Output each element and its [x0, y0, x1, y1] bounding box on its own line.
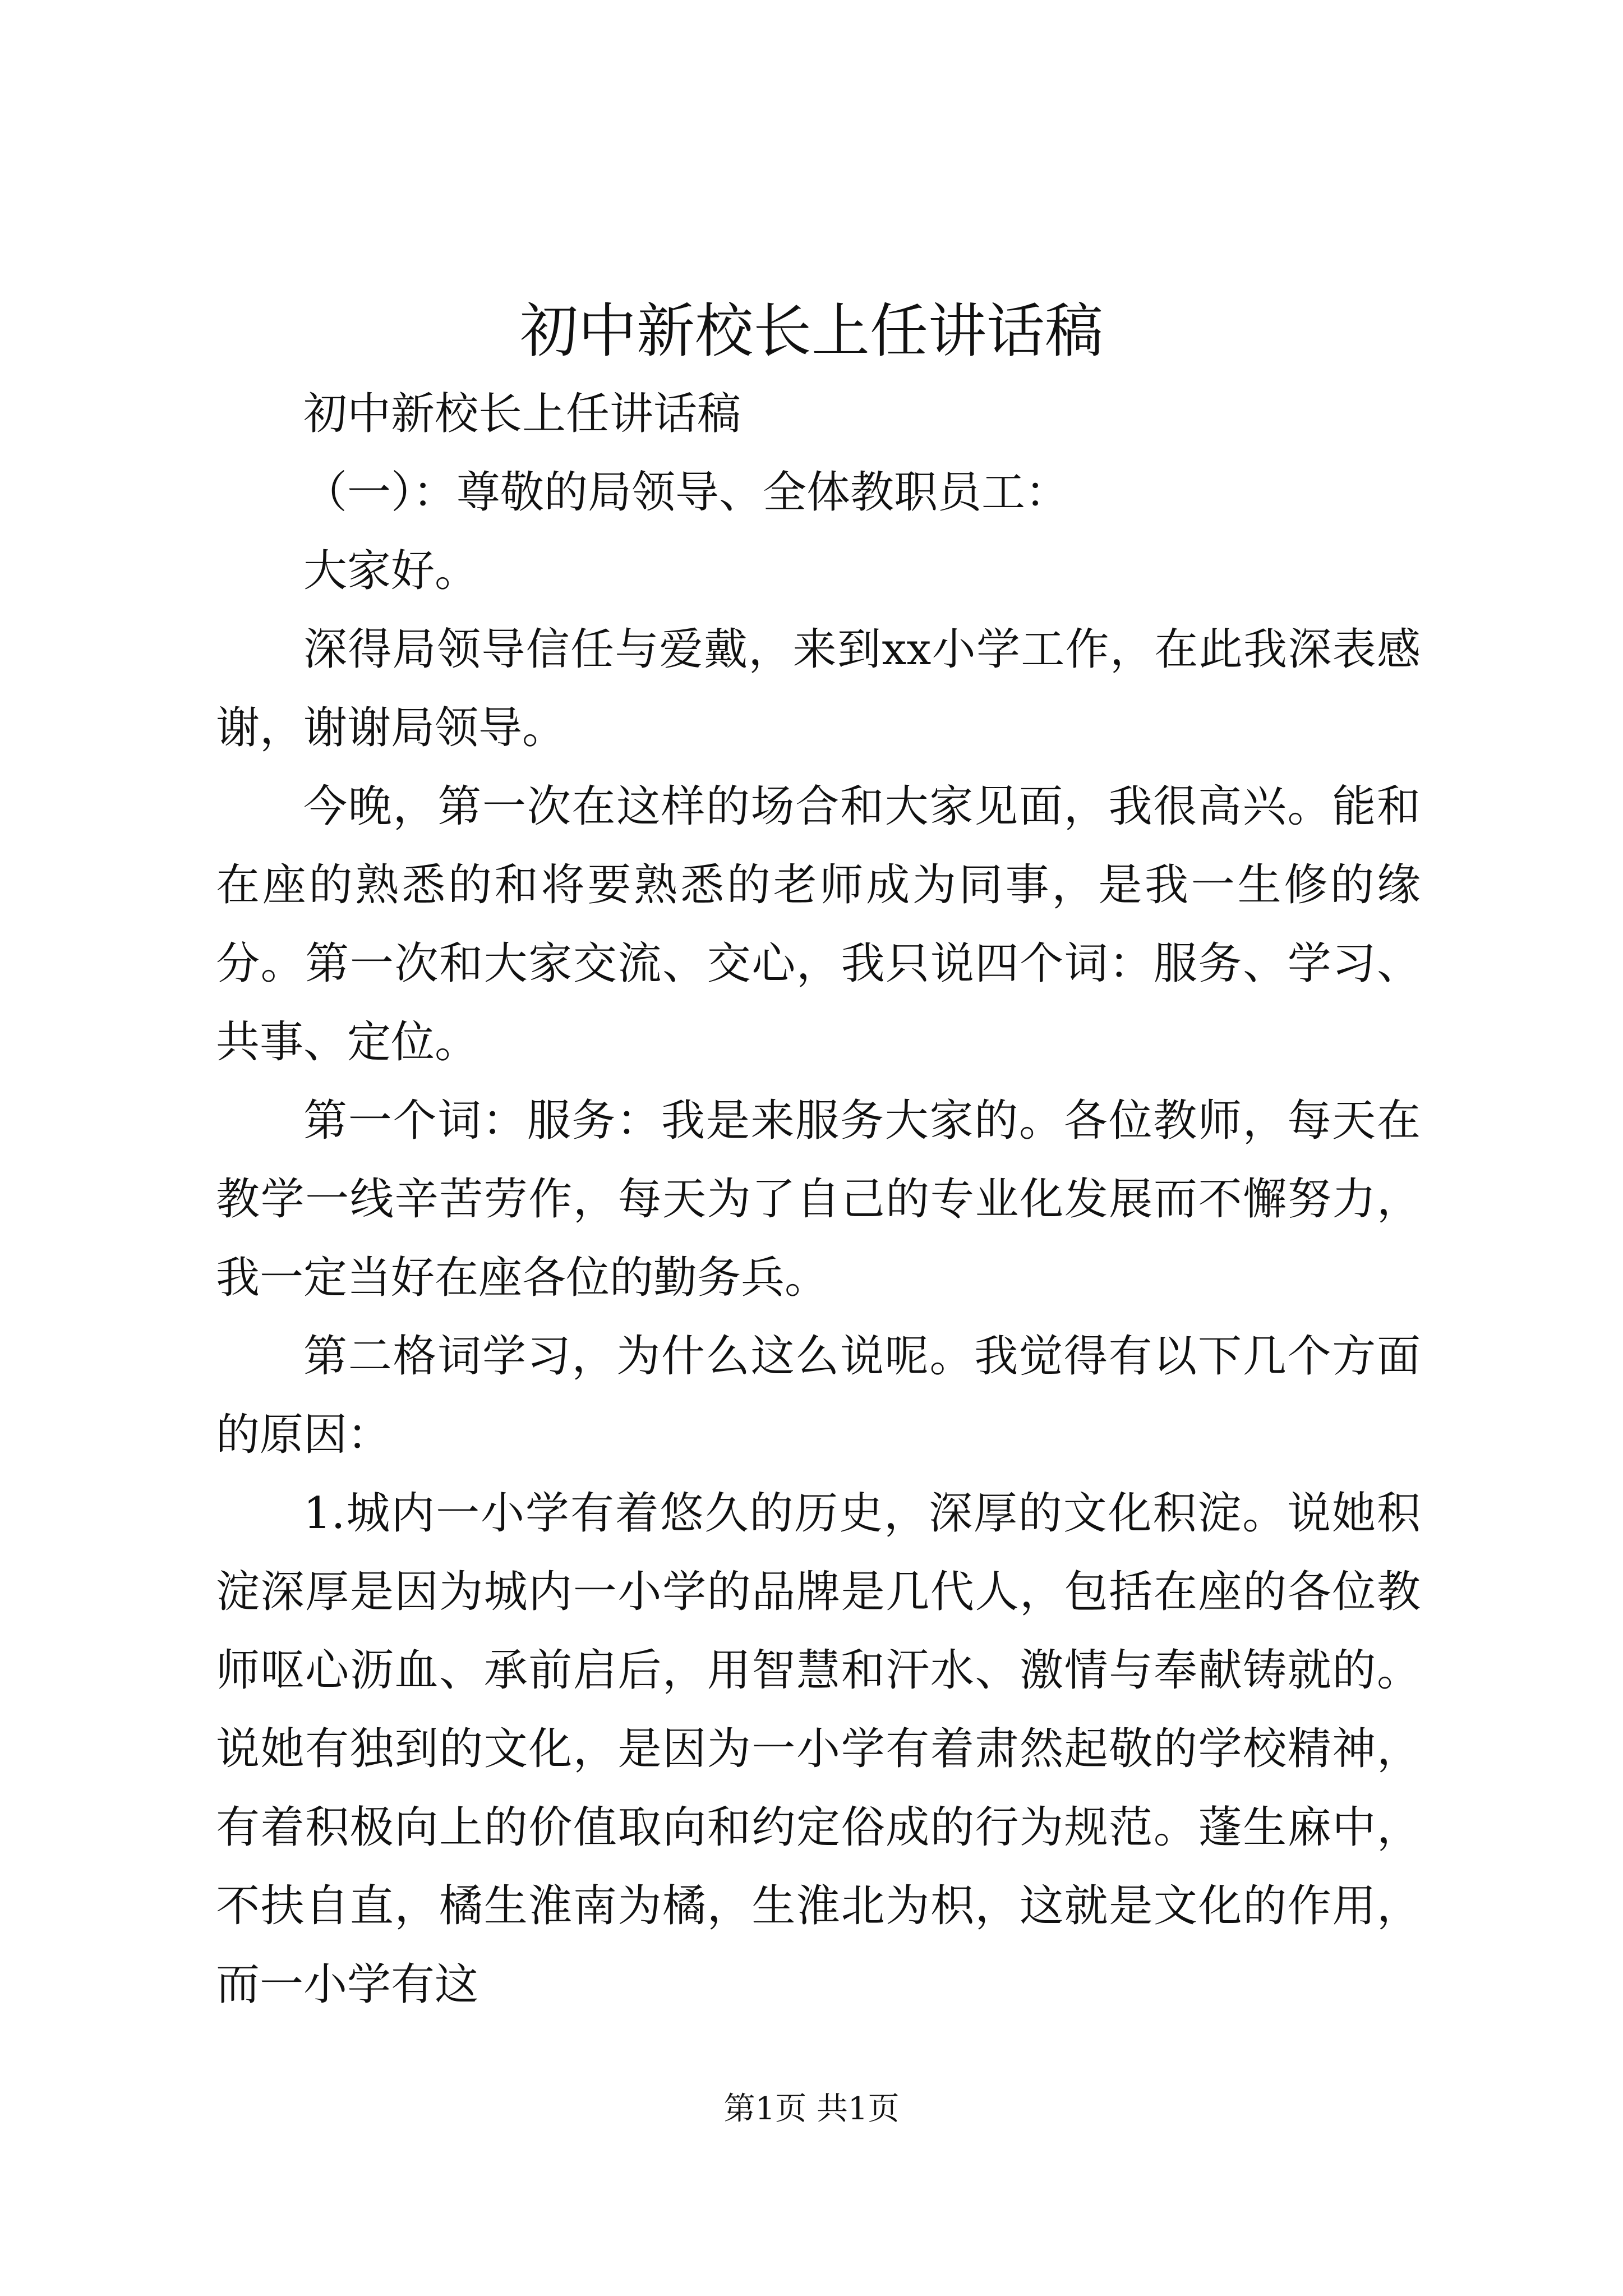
paragraph: 第二格词学习，为什么这么说呢。我觉得有以下几个方面的原因：: [216, 1331, 1421, 1460]
paragraph: 深得局领导信任与爱戴，来到xx小学工作，在此我深表感谢，谢谢局领导。: [216, 624, 1421, 753]
paragraph-greeting: 大家好。: [303, 546, 479, 596]
page-footer: 第1页 共1页: [723, 2091, 900, 2127]
paragraph-subtitle: 初中新校长上任讲话稿: [303, 389, 741, 439]
paragraph-salutation: （一）：尊敬的局领导、全体教职员工：: [303, 467, 1069, 518]
document-body: [216, 375, 1421, 2024]
page-title: 初中新校长上任讲话稿: [519, 297, 1103, 365]
paragraph: 今晚，第一次在这样的场合和大家见面，我很高兴。能和在座的熟悉的和将要熟悉的老师成为同事，是我一生修的缘分。第一次和大家交流、交心，我只说四个词：服务、学习、共事、定位。: [216, 781, 1421, 1068]
paragraph: 1.城内一小学有着悠久的历史，深厚的文化积淀。说她积淀深厚是因为城内一小学的品牌是几代人，包括在座的各位教师呕心沥血、承前启后，用智慧和汗水、激情与奉献铸就的。说她有独到的文化，是因为一小学有着肃然起敬的学校精神，有着积极向上的价值取向和约定俗成的行为规范。蓬生麻中，不扶自直，橘生淮南为橘，生淮北为枳，这就是文化的作用，而一小学有这: [216, 1488, 1421, 2010]
paragraph: 第一个词：服务：我是来服务大家的。各位教师，每天在教学一线辛苦劳作，每天为了自己的专业化发展而不懈努力，我一定当好在座各位的勤务兵。: [216, 1096, 1421, 1303]
